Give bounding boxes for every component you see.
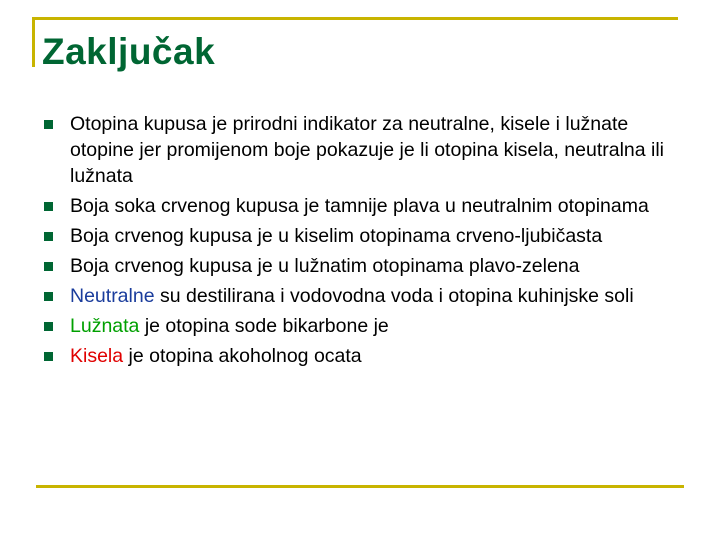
bullet-lead-acidic: Kisela [70, 345, 124, 367]
bullet-square-icon [44, 262, 53, 271]
bullet-text: je otopina akoholnog ocata [123, 345, 362, 367]
bullet-text: Boja crvenog kupusa je u kiselim otopinama crveno-ljubičasta [70, 225, 603, 247]
bullet-item [44, 111, 684, 189]
bullet-square-icon [44, 232, 53, 241]
bullet-lead-neutral: Neutralne [70, 285, 155, 307]
bullet-text: su destilirana i vodovodna voda i otopina kuhinjske soli [154, 285, 634, 307]
slide-title: Zaključak [42, 31, 216, 72]
bullet-square-icon [44, 352, 53, 361]
bullet-item [44, 193, 684, 219]
bullet-square-icon [44, 202, 53, 211]
bullet-item [44, 283, 684, 309]
bullet-list [44, 111, 684, 373]
bullet-item [44, 253, 684, 279]
bullet-text: Boja crvenog kupusa je u lužnatim otopinama plavo-zelena [70, 255, 580, 277]
bullet-text: Otopina kupusa je prirodni indikator za neutralne, kisele i lužnate otopine jer promijenom boje pokazuje je li otopina kisela, neutralna ili lužnata [70, 113, 665, 187]
bullet-lead-alkaline: Lužnata [70, 315, 140, 337]
frame-left-line [32, 17, 35, 67]
bullet-item [44, 223, 684, 249]
bullet-text: je otopina sode bikarbone je [139, 315, 389, 337]
bullet-square-icon [44, 120, 53, 129]
bullet-text: Boja soka crvenog kupusa je tamnije plava u neutralnim otopinama [70, 195, 649, 217]
bullet-item [44, 343, 684, 369]
bullet-square-icon [44, 292, 53, 301]
frame-bottom-line [36, 485, 684, 488]
frame-top-line [32, 17, 678, 20]
bullet-square-icon [44, 322, 53, 331]
bullet-item [44, 313, 684, 339]
